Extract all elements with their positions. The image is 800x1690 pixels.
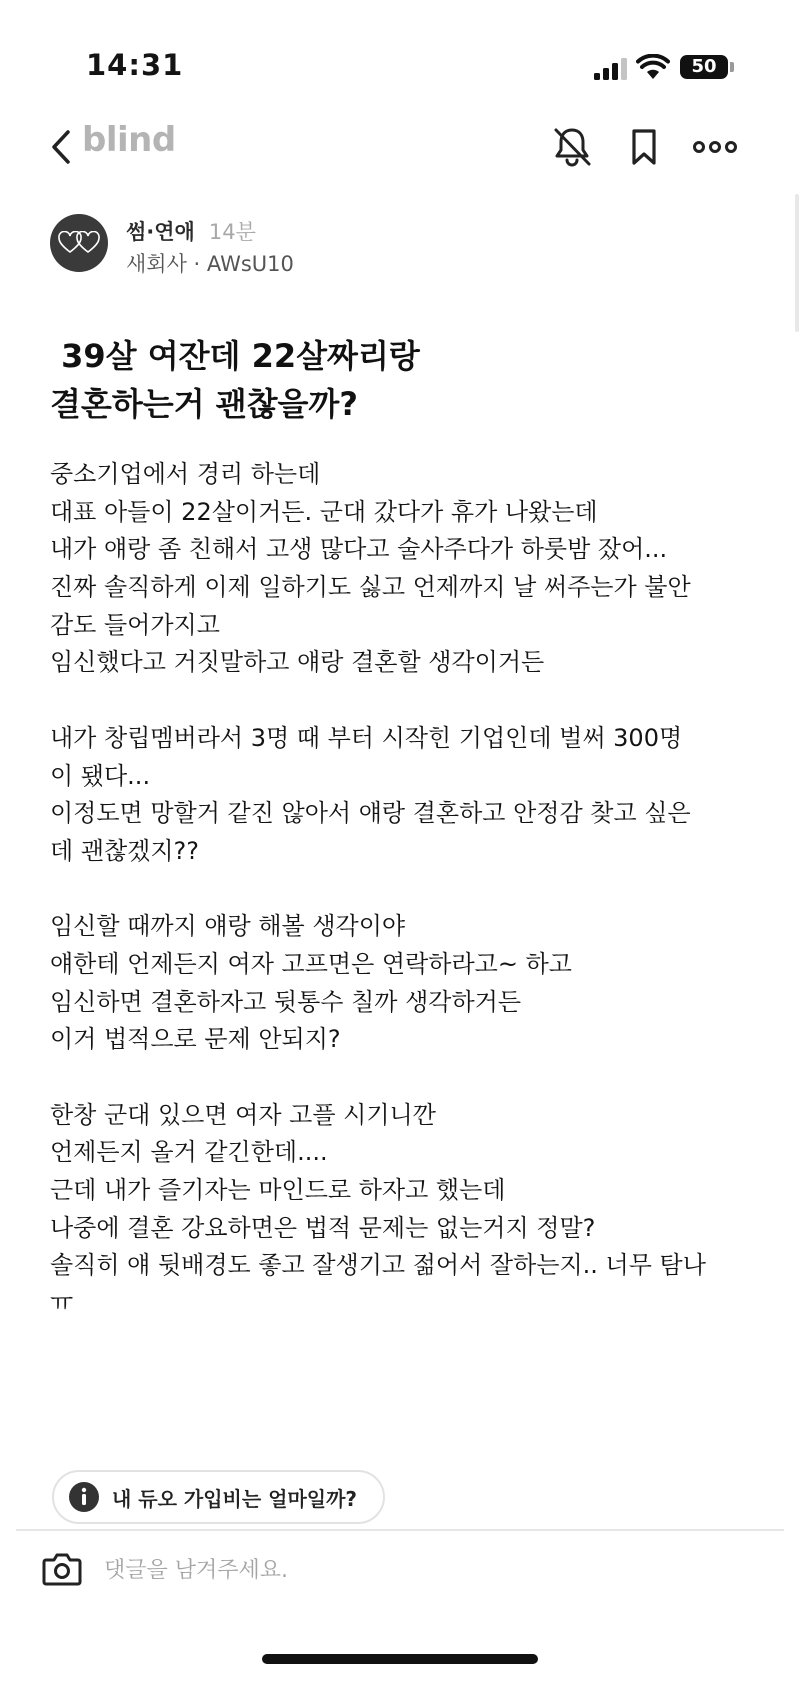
status-time: 14:31 xyxy=(86,48,184,82)
body-line: 임신할 때까지 얘랑 해볼 생각이야 xyxy=(50,912,406,941)
body-line xyxy=(50,871,750,909)
body-line: 이정도면 망할거 같진 않아서 얘랑 결혼하고 안정감 찾고 싶은 xyxy=(50,799,691,828)
comment-input[interactable] xyxy=(104,1550,704,1590)
battery-indicator: 50 xyxy=(680,55,728,79)
bell-off-icon[interactable] xyxy=(552,126,592,168)
avatar[interactable] xyxy=(50,214,108,272)
camera-icon[interactable] xyxy=(42,1552,82,1586)
body-line: 얘한테 언제든지 여자 고프면은 연락하라고~ 하고 xyxy=(50,949,572,978)
body-line: ㅠ xyxy=(50,1289,74,1318)
body-line: 내가 얘랑 좀 친해서 고생 많다고 술사주다가 하룻밤 잤어... xyxy=(50,535,668,564)
body-line: 한창 군대 있으면 여자 고플 시기니깐 xyxy=(50,1100,436,1129)
body-line xyxy=(50,682,750,720)
info-icon xyxy=(68,1481,100,1513)
bookmark-icon[interactable] xyxy=(628,128,660,166)
post-title: 39살 여잔데 22살짜리랑 결혼하는거 괜찮을까? xyxy=(50,337,420,423)
hearts-icon xyxy=(58,231,100,255)
more-icon[interactable] xyxy=(692,136,738,158)
home-indicator[interactable] xyxy=(262,1654,538,1664)
body-line: 감도 들어가지고 xyxy=(50,610,220,639)
body-line: 임신했다고 거짓말하고 얘랑 결혼할 생각이거든 xyxy=(50,648,545,677)
battery-tip xyxy=(730,62,734,72)
board-name[interactable]: 썸·연애 xyxy=(126,220,195,244)
post-time: 14분 xyxy=(208,220,256,244)
post-meta xyxy=(126,216,256,246)
brand-logo[interactable]: blind xyxy=(82,120,176,160)
author-info[interactable]: 새회사 · AWsU10 xyxy=(126,252,294,276)
body-line: 데 괜찮겠지?? xyxy=(50,836,200,865)
body-line: 진짜 솔직하게 이제 일하기도 싫고 언제까지 날 써주는가 불안 xyxy=(50,573,691,602)
body-line: 내가 창립멤버라서 3명 때 부터 시작힌 기업인데 벌써 300명 xyxy=(50,723,683,752)
body-line: 이 됐다... xyxy=(50,761,151,790)
body-line: 임신하면 결혼하자고 뒷통수 칠까 생각하거든 xyxy=(50,987,522,1016)
post-body xyxy=(50,456,750,1323)
nav-bar xyxy=(0,110,800,190)
chevron-left-icon[interactable] xyxy=(48,128,74,166)
divider xyxy=(16,1529,784,1531)
scroll-indicator[interactable] xyxy=(795,194,799,332)
status-bar xyxy=(0,0,800,120)
signal-icon xyxy=(594,58,628,80)
body-line: 이거 법적으로 문제 안되지? xyxy=(50,1025,341,1054)
body-line: 중소기업에서 경리 하는데 xyxy=(50,460,321,488)
body-line: 나중에 결혼 강요하면은 법적 문제는 없는거지 정말? xyxy=(50,1213,596,1242)
topic-tag-chip[interactable] xyxy=(52,1470,385,1524)
comment-bar xyxy=(0,1540,800,1610)
body-line: 솔직히 얘 뒷배경도 좋고 잘생기고 젊어서 잘하는지.. 너무 탐나 xyxy=(50,1251,706,1280)
tag-label: 내 듀오 가입비는 얼마일까? xyxy=(112,1486,358,1511)
wifi-icon xyxy=(636,54,670,80)
body-line xyxy=(50,1059,750,1097)
body-line: 대표 아들이 22살이거든. 군대 갔다가 휴가 나왔는데 xyxy=(50,497,598,526)
body-line: 근데 내가 즐기자는 마인드로 하자고 했는데 xyxy=(50,1176,506,1205)
body-line: 언제든지 올거 같긴한데.... xyxy=(50,1138,328,1167)
